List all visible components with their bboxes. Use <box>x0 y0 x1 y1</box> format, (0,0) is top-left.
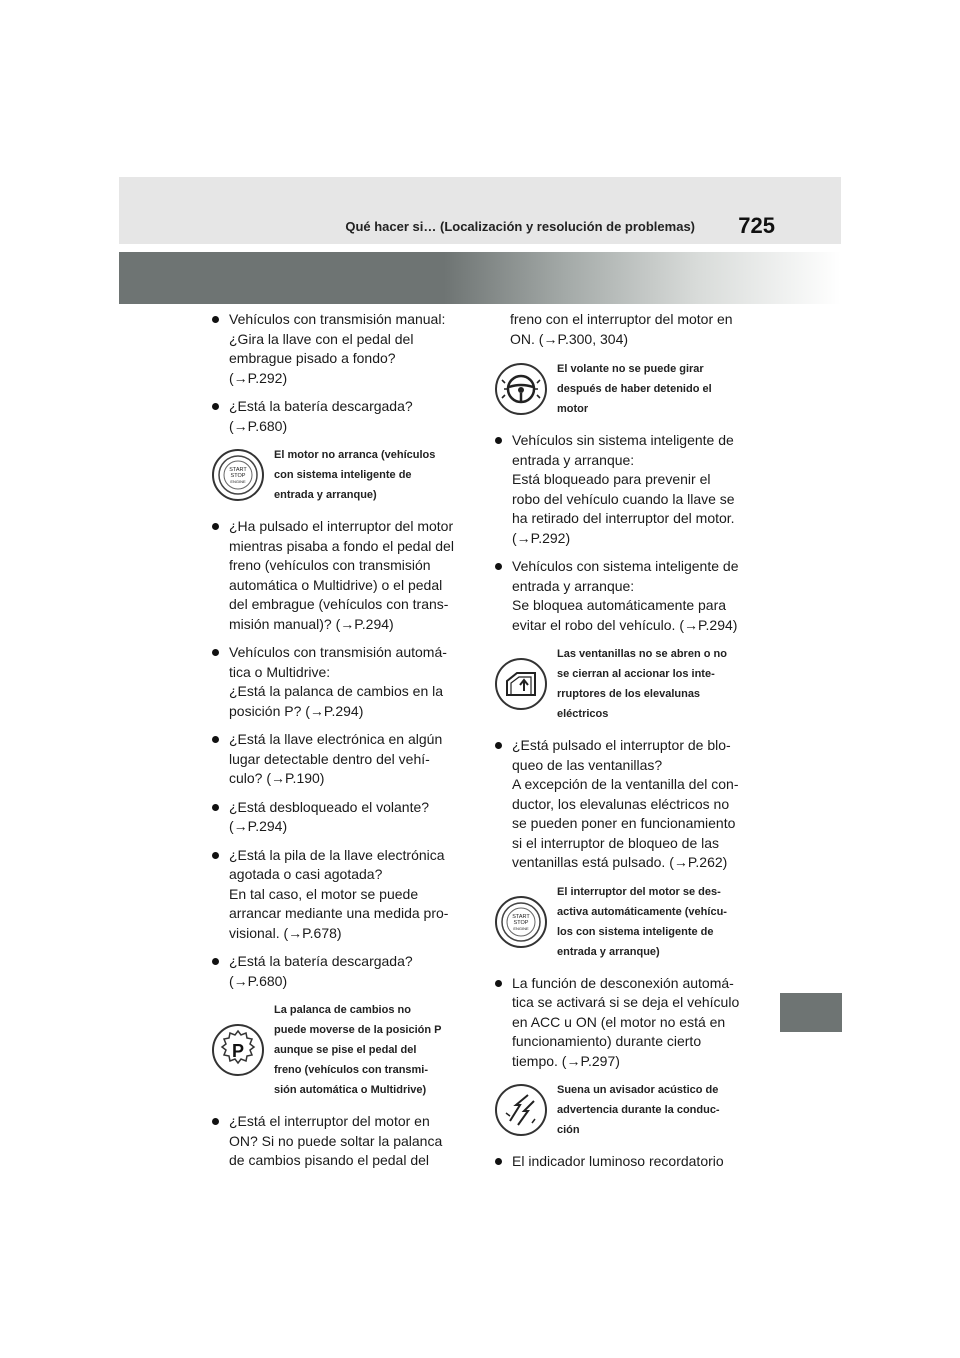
bullet-dot-icon <box>212 1118 219 1125</box>
bullet-dot-icon <box>495 437 502 444</box>
bullet-dot-icon <box>495 1158 502 1165</box>
park-gear-icon <box>212 1024 264 1076</box>
chapter-side-tab <box>780 993 842 1032</box>
bullet-text: ¿Está el interruptor del motor en ON? Si no puede soltar la palanca de cambios pisando el pedal del <box>229 1113 443 1168</box>
section-gradient-bar <box>119 252 841 304</box>
start-stop-engine-icon <box>495 896 547 948</box>
icon-label-stop: STOP <box>230 473 246 479</box>
symptom-heading <box>495 882 755 962</box>
symptom-heading <box>212 445 467 505</box>
left-column <box>212 310 467 1180</box>
bullet-text: La función de desconexión automá- tica se activará si se deja el vehículo en ACC u ON (el motor no está en funcionamiento) durante cierto tiempo. (→P.297) <box>512 974 740 1069</box>
icon-label-stop: STOP <box>513 919 529 926</box>
bullet-item <box>212 846 467 944</box>
bullet-dot-icon <box>212 804 219 811</box>
bullet-text: ¿Está la batería descargada? (→P.680) <box>229 398 413 434</box>
bullet-item <box>495 431 755 548</box>
icon-label-engine: ENGINE <box>230 479 246 484</box>
bullet-item <box>212 1112 467 1171</box>
bullet-text: ¿Ha pulsado el interruptor del motor mientras pisaba a fondo el pedal del freno (vehículos con transmisión automática o Multidrive) o el pedal del embrague (vehículos con trans- misión manual)? (→P.294) <box>229 518 454 632</box>
bullet-text: ¿Está la batería descargada? (→P.680) <box>229 953 413 989</box>
bullet-dot-icon <box>495 980 502 987</box>
symptom-text: El interruptor del motor se des- activa automáticamente (vehícu- los con sistema inteligente de entrada y arranque) <box>557 885 727 958</box>
bullet-item <box>212 730 467 789</box>
power-window-icon <box>495 658 547 710</box>
bullet-item <box>495 1152 755 1172</box>
section-title: Qué hacer si… (Localización y resolución de problemas) <box>345 219 695 234</box>
symptom-text: El motor no arranca (vehículos con sistema inteligente de entrada y arranque) <box>274 449 436 501</box>
bullet-item <box>495 974 755 1072</box>
bullet-text: ¿Está la pila de la llave electrónica agotada o casi agotada? En tal caso, el motor se puede arrancar mediante una medida pro- visional. (→P.678) <box>229 846 449 941</box>
bullet-item <box>495 736 755 873</box>
symptom-text: Suena un avisador acústico de advertencia durante la conduc- ción <box>557 1084 720 1136</box>
symptom-heading <box>212 1000 467 1100</box>
bullet-item <box>212 397 467 436</box>
start-stop-engine-icon <box>212 449 264 501</box>
bullet-item <box>212 643 467 721</box>
bullet-text: Vehículos con transmisión manual: ¿Gira la llave con el pedal del embrague pisado a fondo? (→P.292) <box>229 311 446 386</box>
bullet-dot-icon <box>212 736 219 743</box>
icon-label-park: P <box>231 1041 245 1061</box>
symptom-text: Las ventanillas no se abren o no se cierran al accionar los inte- rruptores de los elevalunas eléctricos <box>557 648 727 720</box>
bullet-text: Vehículos con transmisión automá- tica o Multidrive: ¿Está la palanca de cambios en la posición P? (→P.294) <box>229 644 447 719</box>
symptom-text: El volante no se puede girar después de haber detenido el motor <box>557 363 712 415</box>
bullet-dot-icon <box>495 563 502 570</box>
bullet-item <box>212 517 467 634</box>
steering-wheel-icon <box>495 363 547 415</box>
page-number: 725 <box>738 213 775 238</box>
bullet-text: ¿Está pulsado el interruptor de blo- queo de las ventanillas? A excepción de la ventanilla del con- ductor, los elevalunas eléctricos no se pueden poner en funcionamiento si el interruptor de bloqueo de las ventanillas está pulsado. (→P.262) <box>512 737 739 870</box>
icon-label-start: START <box>229 467 247 473</box>
right-column <box>495 310 755 1181</box>
warning-buzzer-icon <box>495 1084 547 1136</box>
icon-label-engine: ENGINE <box>513 925 529 931</box>
bullet-dot-icon <box>212 316 219 323</box>
bullet-item <box>212 798 467 837</box>
symptom-heading <box>495 644 755 724</box>
bullet-dot-icon <box>212 852 219 859</box>
bullet-item <box>495 557 755 635</box>
icon-label-start: START <box>512 913 530 920</box>
bullet-dot-icon <box>212 649 219 656</box>
bullet-text: Vehículos sin sistema inteligente de entrada y arranque: Está bloqueado para prevenir el robo del vehículo cuando la llave se ha retirado del interruptor del motor. (→P.292) <box>512 432 735 546</box>
bullet-text: Vehículos con sistema inteligente de entrada y arranque: Se bloquea automáticamente para evitar el robo del vehículo. (→P.294) <box>512 558 739 633</box>
bullet-item <box>212 952 467 991</box>
bullet-text: El indicador luminoso recordatorio <box>512 1153 724 1169</box>
bullet-dot-icon <box>212 958 219 965</box>
bullet-dot-icon <box>212 523 219 530</box>
bullet-dot-icon <box>212 403 219 410</box>
bullet-text: ¿Está la llave electrónica en algún lugar detectable dentro del vehí- culo? (→P.190) <box>229 731 443 786</box>
symptom-text: La palanca de cambios no puede moverse de la posición P aunque se pise el pedal del freno (vehículos con transmi- sión automática o Multidrive) <box>274 1004 442 1096</box>
symptom-heading <box>495 1080 755 1140</box>
continued-text: freno con el interruptor del motor en ON. (→P.300, 304) <box>510 311 733 347</box>
symptom-heading <box>495 359 755 419</box>
bullet-item <box>212 310 467 388</box>
bullet-text: ¿Está desbloqueado el volante? (→P.294) <box>229 798 430 834</box>
bullet-dot-icon <box>495 742 502 749</box>
